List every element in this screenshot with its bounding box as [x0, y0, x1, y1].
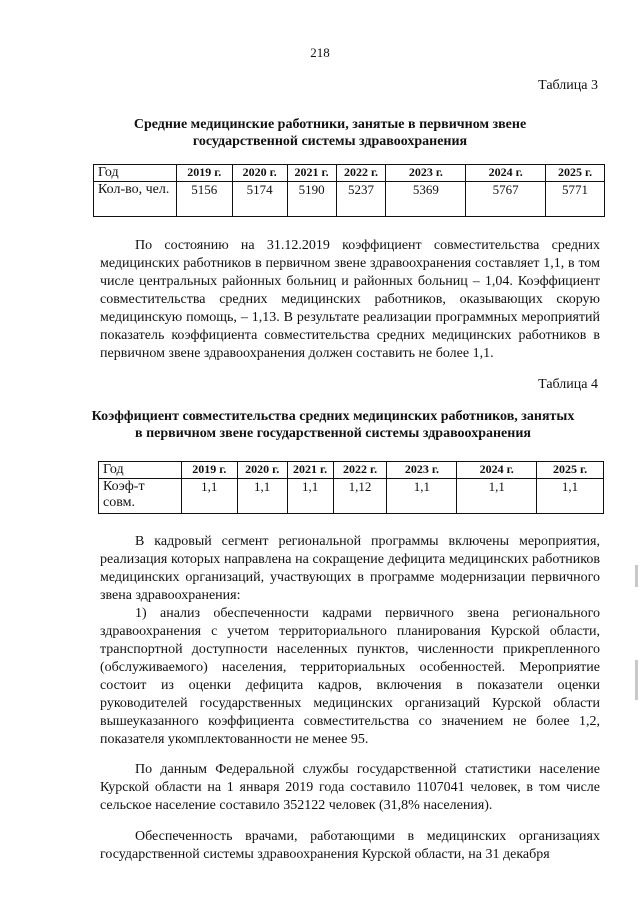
table4-value-cell: 1,1: [537, 479, 604, 514]
paragraph-staffing-segment: В кадровый сегмент региональной программы включены мероприятия, реализация которых направлена на сокращение дефицита медицинских работников медицинских организаций, участвующих в программе модернизации первичного звена здравоохранения:: [100, 534, 600, 603]
table4-header-cell: 2019 г.: [181, 462, 237, 479]
table3-header-cell: 2023 г.: [386, 165, 466, 182]
table3-value-cell: 5156: [176, 182, 232, 217]
table4-header-cell: 2024 г.: [457, 462, 537, 479]
table4-value-cell: 1,1: [287, 479, 333, 514]
table4-data-row: [99, 479, 604, 514]
table3-header-cell: Год: [94, 165, 177, 182]
table4-header-cell: 2022 г.: [333, 462, 387, 479]
table4-value-cell: 1,12: [333, 479, 387, 514]
table3-value-cell: 5190: [287, 182, 336, 217]
table3-header-cell: 2019 г.: [176, 165, 232, 182]
table3-label: Таблица 3: [538, 78, 598, 93]
table4: [98, 461, 604, 514]
table3-header-row: [94, 165, 605, 182]
table3-data-row: [94, 182, 605, 217]
table3-title: Средние медицинские работники, занятые в первичном звене государственной системы здравоохранения: [133, 117, 527, 149]
table3-value-cell: 5771: [546, 182, 605, 217]
paragraph-coefficient: По состоянию на 31.12.2019 коэффициент совместительства средних медицинских работников в первичном звене здравоохранения составляет 1,1, в том числе центральных районных больниц и районных больниц – 1,04. Коэффициент совместительства средних медицинских работников, оказывающих скорую медицинскую помощь, – 1,13. В результате реализации программных мероприятий показатель коэффициента совместительства средних медицинских работников в первичном звене здравоохранения должен составить не более 1,1.: [100, 238, 600, 361]
table4-value-cell: 1,1: [457, 479, 537, 514]
table3-value-cell: 5237: [336, 182, 386, 217]
paragraph-staffing-analysis: 1) анализ обеспеченности кадрами первичного звена регионального здравоохранения с учетом территориального планирования Курской области, транспортной доступности населенных пунктов, численности прикрепленного (обслуживаемого) населения, территориальных особенностей. Мероприятие состоит из оценки дефицита кадров, включения в показатели оценки руководителей государственных медицинских организаций Курской области вышеуказанного коэффициента совместительства со значением не более 1,2, показателя укомплектованности не менее 95.: [100, 606, 600, 747]
table3-header-cell: 2020 г.: [232, 165, 287, 182]
table4-header-cell: 2023 г.: [387, 462, 457, 479]
table3-value-cell: 5767: [466, 182, 546, 217]
paragraph-population: По данным Федеральной службы государственной статистики население Курской области на 1 января 2019 года составило 1107041 человек, в том числе сельское население составило 352122 человек (31,8% населения).: [100, 762, 600, 813]
table4-value-cell: 1,1: [181, 479, 237, 514]
scan-edge-mark: [635, 660, 638, 700]
table3-header-cell: 2021 г.: [287, 165, 336, 182]
scan-edge-mark: [635, 565, 638, 587]
paragraph-doctors-supply: Обеспеченность врачами, работающими в медицинских организациях государственной системы здравоохранения Курской области, на 31 декабря: [100, 829, 600, 862]
table4-header-cell: 2020 г.: [237, 462, 287, 479]
table4-value-cell: 1,1: [387, 479, 457, 514]
table4-value-cell: 1,1: [237, 479, 287, 514]
table3-header-cell: 2025 г.: [546, 165, 605, 182]
table4-row-label: Коэф-т совм.: [99, 479, 182, 514]
table3-header-cell: 2022 г.: [336, 165, 386, 182]
table4-label: Таблица 4: [538, 377, 598, 392]
table3-value-cell: 5369: [386, 182, 466, 217]
page-number: 218: [310, 45, 330, 60]
table4-header-row: [99, 462, 604, 479]
table3-header-cell: 2024 г.: [466, 165, 546, 182]
table3: [93, 164, 605, 217]
table4-header-cell: 2021 г.: [287, 462, 333, 479]
table3-row-label: Кол-во, чел.: [94, 182, 177, 217]
table4-header-cell: 2025 г.: [537, 462, 604, 479]
table3-value-cell: 5174: [232, 182, 287, 217]
table4-title: Коэффициент совместительства средних медицинских работников, занятых в первичном звене государственной системы здравоохранения: [91, 409, 575, 441]
table4-header-cell: Год: [99, 462, 182, 479]
